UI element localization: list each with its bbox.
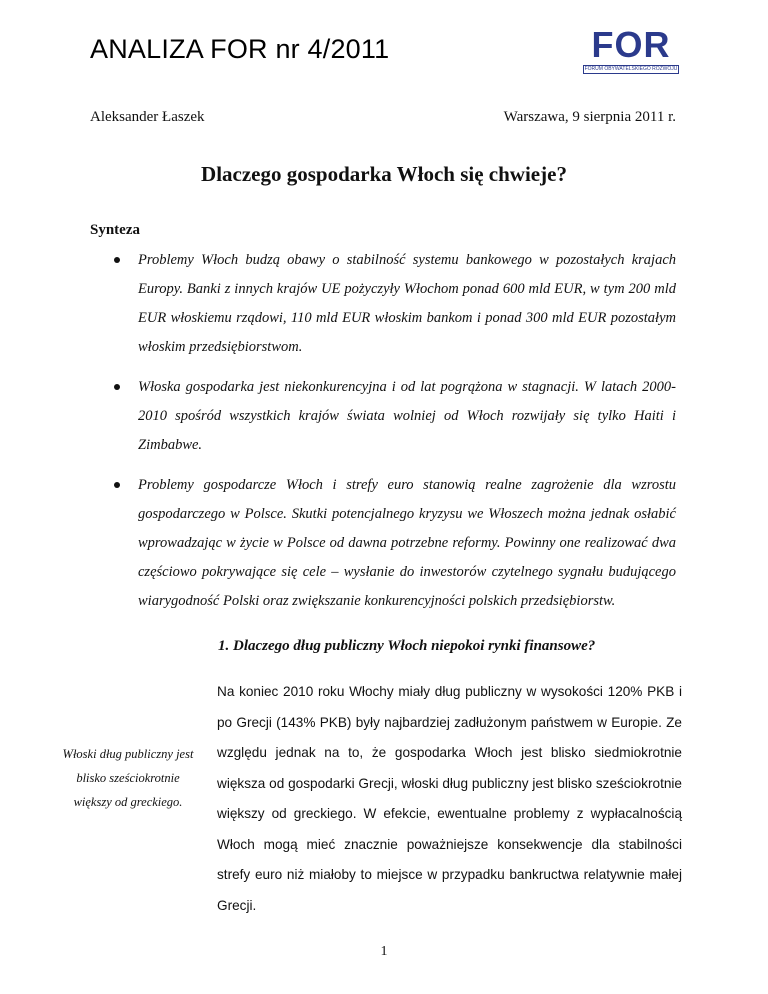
summary-bullet	[108, 246, 676, 362]
bullet-dot-icon	[114, 257, 120, 263]
summary-heading: Synteza	[90, 222, 140, 238]
summary-bullet-text: Włoska gospodarka jest niekonkurencyjna i od lat pogrążona w stagnacji. W latach 2000-2010 spośród wszystkich krajów świata wolniej od Włoch rozwijały się tylko Haiti i Zimbabwe.	[138, 379, 676, 453]
author-name: Aleksander Łaszek	[90, 109, 205, 125]
section-paragraph: Na koniec 2010 roku Włochy miały dług publiczny w wysokości 120% PKB i po Grecji (143% PKB) były najbardziej zadłużonym państwem w Europie. Ze względu jednak na to, że gospodarka Włoch jest blisko siedmiokrotnie większa od gospodarki Grecji, włoski dług publiczny jest blisko sześciokrotnie większy od greckiego. W efekcie, ewentualne problemy z wypłacalnością Włoch mogą mieć znacznie poważniejsze konsekwencje dla stabilności strefy euro niż miałoby to miejsce w przypadku bankructwa relatywnie małej Grecji.	[217, 684, 682, 913]
section-heading: 1. Dlaczego dług publiczny Włoch niepokoi rynki finansowe?	[218, 638, 596, 654]
bullet-dot-icon	[114, 384, 120, 390]
summary-bullet-text: Problemy Włoch budzą obawy o stabilność systemu bankowego w pozostałych krajach Europy. Banki z innych krajów UE pożyczyły Włochom ponad 600 mld EUR, w tym 200 mld EUR włoskiemu rządowi, 110 mld EUR włoskim bankom i ponad 300 mld EUR pozostałym włoskim przedsiębiorstwom.	[138, 252, 676, 355]
margin-note: Włoski dług publiczny jest blisko sześciokrotnie większy od greckiego.	[62, 747, 194, 809]
page-number: 1	[380, 944, 388, 959]
summary-bullet	[108, 471, 676, 616]
publication-date: Warszawa, 9 sierpnia 2011 r.	[503, 109, 676, 125]
bullet-dot-icon	[114, 482, 120, 488]
for-logo	[583, 26, 679, 74]
summary-bullet-text: Problemy gospodarcze Włoch i strefy euro stanowią realne zagrożenie dla wzrostu gospodarczego w Polsce. Skutki potencjalnego kryzysu we Włoszech można jednak osłabić wprowadzając w życie w Polsce od dawna potrzebne reformy. Powinny one realizować dwa częściowo pokrywające się cele – wysłanie do inwestorów czytelnego sygnału budującego wiarygodność Polski oraz zwiększanie konkurencyjności polskich przedsiębiorstw.	[138, 477, 676, 609]
logo-subtitle: FORUM OBYWATELSKIEGO ROZWOJU	[584, 66, 678, 72]
summary-bullet	[108, 373, 676, 460]
document-title: Dlaczego gospodarka Włoch się chwieje?	[201, 162, 567, 186]
summary-bullet-list	[108, 246, 676, 616]
logo-wordmark: FOR	[591, 24, 671, 65]
report-series-title: ANALIZA FOR nr 4/2011	[90, 34, 390, 64]
